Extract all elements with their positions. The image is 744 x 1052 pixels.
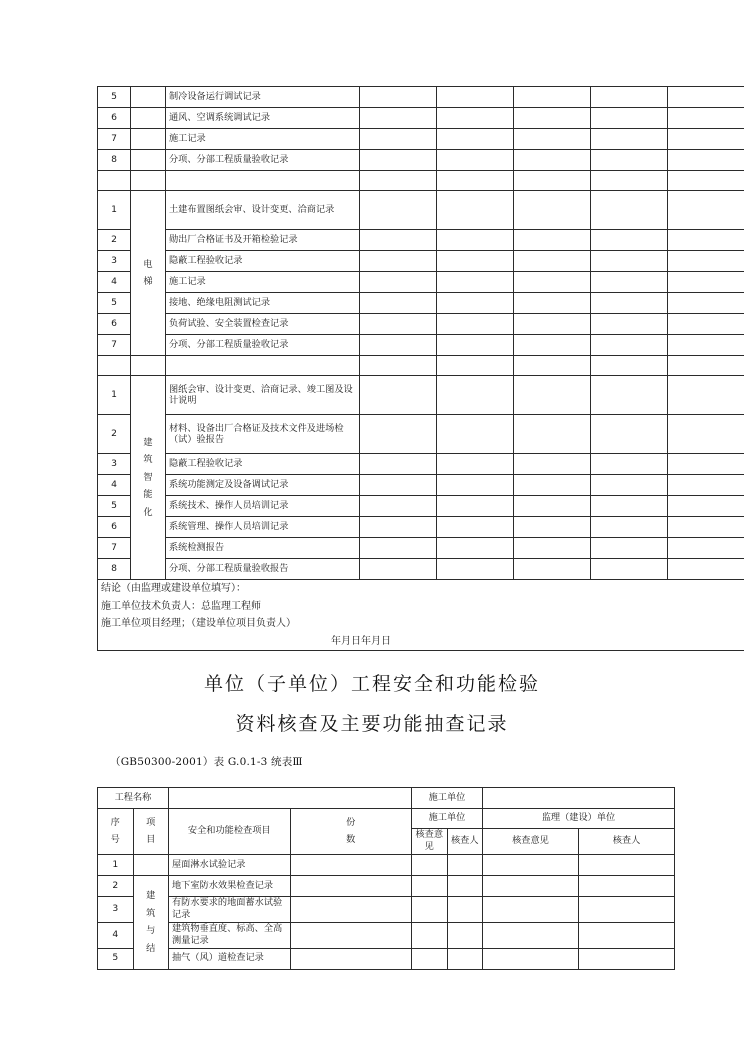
cell-opinion-1[interactable] <box>412 875 448 896</box>
cell-count[interactable] <box>360 376 437 415</box>
cell-opinion-2[interactable] <box>591 108 668 129</box>
category-char: 结 <box>146 942 156 954</box>
subheader-supervision-opinion: 核查意见 <box>483 829 579 855</box>
spacer-item <box>131 356 166 376</box>
spacer-cell <box>591 356 668 376</box>
row-seq: 8 <box>98 150 131 171</box>
cell-opinion-1[interactable] <box>437 415 514 454</box>
cell-opinion-2[interactable] <box>591 150 668 171</box>
cell-opinion-2[interactable] <box>591 559 668 580</box>
cell-person-1[interactable] <box>514 293 591 314</box>
cell-person-1[interactable] <box>514 251 591 272</box>
cell-person-2[interactable] <box>668 559 744 580</box>
row-name: 负荷试验、安全装置检查记录 <box>166 314 360 335</box>
category-char: 筑 <box>146 907 156 919</box>
cell-opinion-1[interactable] <box>437 538 514 559</box>
conclusion-line-4: 年月日年月日 <box>331 635 391 647</box>
cell-opinion-1[interactable] <box>437 251 514 272</box>
cell-person-1[interactable] <box>514 129 591 150</box>
cell-opinion-1[interactable] <box>412 948 448 969</box>
cell-count[interactable] <box>360 191 437 230</box>
row-seq: 3 <box>98 251 131 272</box>
row-seq: 6 <box>98 108 131 129</box>
row-seq: 3 <box>98 454 131 475</box>
table-row <box>98 293 744 314</box>
cell-opinion-2[interactable] <box>483 854 579 875</box>
cell-person-1[interactable] <box>514 475 591 496</box>
spacer-cell <box>591 171 668 191</box>
column-header-check-items: 安全和功能检查项目 <box>169 809 291 855</box>
row-name: 隐蔽工程验收记录 <box>166 454 360 475</box>
cell-person-2[interactable] <box>668 415 744 454</box>
cell-person-2[interactable] <box>668 150 744 171</box>
item-char: 目 <box>146 834 156 846</box>
table-row <box>98 517 744 538</box>
row-item <box>131 87 166 108</box>
cell-count[interactable] <box>360 272 437 293</box>
page-title-line-2: 资料核查及主要功能抽查记录 <box>235 713 509 735</box>
cell-person-1[interactable] <box>514 108 591 129</box>
table-row <box>98 922 675 948</box>
cell-person-1[interactable] <box>514 314 591 335</box>
row-seq: 4 <box>98 272 131 293</box>
category-char: 能 <box>143 489 153 501</box>
cell-opinion-2[interactable] <box>591 230 668 251</box>
table-row <box>98 87 744 108</box>
category-char: 智 <box>143 471 153 483</box>
spacer-seq <box>98 171 131 191</box>
table-row <box>98 875 675 896</box>
equipment-checklist-table <box>97 86 744 651</box>
cell-opinion-2[interactable] <box>591 376 668 415</box>
cell-opinion-1[interactable] <box>437 559 514 580</box>
column-header-seq <box>98 809 134 855</box>
cell-person-1[interactable] <box>447 875 483 896</box>
cell-person-2[interactable] <box>579 922 675 948</box>
row-seq: 7 <box>98 335 131 356</box>
category-char: 化 <box>143 506 153 518</box>
cell-opinion-2[interactable] <box>591 87 668 108</box>
row-name: 图纸会审、设计变更、洽商记录、竣工图及设计说明 <box>166 376 360 415</box>
conclusion-line-2: 施工单位技术负责人：总监理工程师 <box>101 600 261 612</box>
row-name: 分项、分部工程质量验收报告 <box>166 559 360 580</box>
cell-count[interactable] <box>360 335 437 356</box>
row-seq: 3 <box>98 896 134 922</box>
row-name: 建筑物垂直度、标高、全高测量记录 <box>169 922 291 948</box>
cell-opinion-1[interactable] <box>437 87 514 108</box>
row-seq: 5 <box>98 496 131 517</box>
row-name: 系统技术、操作人员培训记录 <box>166 496 360 517</box>
row-item-blank <box>133 854 169 875</box>
spacer-cell <box>437 171 514 191</box>
spacer-cell <box>514 356 591 376</box>
cell-person-2[interactable] <box>668 293 744 314</box>
cell-person-2[interactable] <box>668 496 744 517</box>
spacer-name <box>166 171 360 191</box>
cell-person-2[interactable] <box>668 314 744 335</box>
cell-opinion-2[interactable] <box>591 454 668 475</box>
table-row <box>98 475 744 496</box>
cell-opinion-2[interactable] <box>483 922 579 948</box>
cell-opinion-1[interactable] <box>437 454 514 475</box>
conclusion-row <box>98 580 744 651</box>
row-name: 隐蔽工程验收记录 <box>166 251 360 272</box>
cell-person-1[interactable] <box>514 415 591 454</box>
table-row <box>98 538 744 559</box>
cell-count[interactable] <box>290 854 412 875</box>
cell-opinion-2[interactable] <box>591 475 668 496</box>
cell-person-1[interactable] <box>514 191 591 230</box>
cell-person-1[interactable] <box>514 496 591 517</box>
cell-person-1[interactable] <box>514 335 591 356</box>
cell-count[interactable] <box>360 559 437 580</box>
cell-count[interactable] <box>360 251 437 272</box>
row-seq: 2 <box>98 230 131 251</box>
spacer-cell <box>437 356 514 376</box>
cell-opinion-2[interactable] <box>483 875 579 896</box>
table-row <box>98 854 675 875</box>
spacer-item <box>131 171 166 191</box>
table-row <box>98 496 744 517</box>
cell-opinion-1[interactable] <box>437 129 514 150</box>
category-label-elevator <box>131 191 166 356</box>
row-seq: 1 <box>98 191 131 230</box>
seq-char: 序 <box>110 816 120 828</box>
row-name: 土建布置图纸会审、设计变更、洽商记录 <box>166 191 360 230</box>
cell-person-1[interactable] <box>514 272 591 293</box>
cell-opinion-1[interactable] <box>412 896 448 922</box>
table-row <box>98 415 744 454</box>
cell-opinion-2[interactable] <box>591 538 668 559</box>
count-char: 份 <box>346 816 356 828</box>
cell-opinion-2[interactable] <box>591 191 668 230</box>
table-row <box>98 108 744 129</box>
table-row <box>98 230 744 251</box>
cell-person-1[interactable] <box>447 922 483 948</box>
cell-opinion-1[interactable] <box>437 496 514 517</box>
cell-count[interactable] <box>290 875 412 896</box>
subheader-supervision-person: 核查人 <box>579 829 675 855</box>
cell-opinion-1[interactable] <box>437 314 514 335</box>
page-title-line-1: 单位（子单位）工程安全和功能检验 <box>203 673 540 695</box>
table-spacer-row <box>98 171 744 191</box>
cell-person-2[interactable] <box>668 108 744 129</box>
cell-person-2[interactable] <box>668 335 744 356</box>
row-name: 抽气（风）道检查记录 <box>169 948 291 969</box>
cell-opinion-2[interactable] <box>591 293 668 314</box>
row-seq: 8 <box>98 559 131 580</box>
conclusion-line-3: 施工单位项目经理；（建设单位项目负责人） <box>101 618 296 629</box>
cell-person-1[interactable] <box>447 948 483 969</box>
group-header-construction-unit: 施工单位 <box>412 809 483 829</box>
table-row <box>98 150 744 171</box>
cell-opinion-1[interactable] <box>412 854 448 875</box>
cell-opinion-1[interactable] <box>437 230 514 251</box>
project-name-label: 工程名称 <box>98 788 169 809</box>
row-seq: 2 <box>98 875 134 896</box>
category-char: 筑 <box>143 454 153 466</box>
cell-opinion-1[interactable] <box>437 475 514 496</box>
category-char: 建 <box>143 436 153 448</box>
row-name: 系统管理、操作人员培训记录 <box>166 517 360 538</box>
table-row <box>98 251 744 272</box>
row-name: 屋面淋水试验记录 <box>169 854 291 875</box>
row-name: 勋出厂合格证书及开箱检验记录 <box>166 230 360 251</box>
row-name: 分项、分部工程质量验收记录 <box>166 335 360 356</box>
row-name: 接地、绝缘电阻测试记录 <box>166 293 360 314</box>
cell-person-1[interactable] <box>514 230 591 251</box>
subheader-construction-person: 核查人 <box>447 829 483 855</box>
row-item <box>131 108 166 129</box>
row-name: 地下室防水效果检查记录 <box>169 875 291 896</box>
cell-opinion-2[interactable] <box>591 314 668 335</box>
cell-person-1[interactable] <box>447 854 483 875</box>
cell-opinion-1[interactable] <box>437 376 514 415</box>
cell-count[interactable] <box>360 454 437 475</box>
cell-count[interactable] <box>360 87 437 108</box>
category-label-intelligent-building <box>131 376 166 580</box>
table-row <box>98 948 675 969</box>
row-seq: 4 <box>98 922 134 948</box>
category-label-building-structure <box>133 875 169 969</box>
group-header-supervision-unit: 监理（建设）单位 <box>483 809 675 829</box>
cell-person-2[interactable] <box>668 272 744 293</box>
row-seq: 4 <box>98 475 131 496</box>
cell-person-2[interactable] <box>579 875 675 896</box>
cell-person-2[interactable] <box>668 517 744 538</box>
spacer-cell <box>668 171 744 191</box>
row-name: 施工记录 <box>166 272 360 293</box>
cell-opinion-2[interactable] <box>591 129 668 150</box>
cell-count[interactable] <box>360 314 437 335</box>
cell-person-1[interactable] <box>514 538 591 559</box>
cell-count[interactable] <box>360 150 437 171</box>
table-row <box>98 129 744 150</box>
row-seq: 7 <box>98 129 131 150</box>
category-char: 梯 <box>143 276 153 287</box>
row-name: 系统功能测定及设备调试记录 <box>166 475 360 496</box>
table-row <box>98 454 744 475</box>
row-seq: 2 <box>98 415 131 454</box>
row-seq: 5 <box>98 293 131 314</box>
cell-person-2[interactable] <box>668 191 744 230</box>
table-row <box>98 376 744 415</box>
cell-count[interactable] <box>290 948 412 969</box>
cell-person-1[interactable] <box>514 559 591 580</box>
cell-count[interactable] <box>360 517 437 538</box>
cell-opinion-2[interactable] <box>591 517 668 538</box>
cell-person-2[interactable] <box>668 475 744 496</box>
cell-opinion-2[interactable] <box>483 896 579 922</box>
cell-count[interactable] <box>360 415 437 454</box>
cell-count[interactable] <box>290 896 412 922</box>
standard-code-label: （GB50300-2001）表 G.0.1-3 统表Ⅲ <box>110 756 303 768</box>
table-one-body <box>98 87 744 651</box>
cell-count[interactable] <box>360 108 437 129</box>
spacer-cell <box>668 356 744 376</box>
cell-count[interactable] <box>360 230 437 251</box>
cell-person-1[interactable] <box>514 454 591 475</box>
row-name: 系统检测报告 <box>166 538 360 559</box>
cell-person-2[interactable] <box>579 854 675 875</box>
table-row <box>98 314 744 335</box>
cell-person-2[interactable] <box>668 230 744 251</box>
cell-opinion-1[interactable] <box>412 922 448 948</box>
row-name: 材料、设备出厂合格证及技术文件及进场检（试）验报告 <box>166 415 360 454</box>
cell-opinion-1[interactable] <box>437 335 514 356</box>
row-seq: 6 <box>98 517 131 538</box>
table-row <box>98 559 744 580</box>
table-row <box>98 272 744 293</box>
cell-person-2[interactable] <box>579 896 675 922</box>
row-name: 制冷设备运行调试记录 <box>166 87 360 108</box>
cell-person-2[interactable] <box>668 87 744 108</box>
spacer-cell <box>360 171 437 191</box>
cell-opinion-1[interactable] <box>437 150 514 171</box>
row-name: 有防水要求的地面蓄水试验记录 <box>169 896 291 922</box>
cell-count[interactable] <box>290 922 412 948</box>
spacer-cell <box>514 171 591 191</box>
cell-person-2[interactable] <box>668 454 744 475</box>
spacer-name <box>166 356 360 376</box>
cell-person-1[interactable] <box>514 376 591 415</box>
cell-opinion-1[interactable] <box>437 293 514 314</box>
row-seq: 1 <box>98 376 131 415</box>
cell-count[interactable] <box>360 475 437 496</box>
row-name: 分项、分部工程质量验收记录 <box>166 150 360 171</box>
cell-person-2[interactable] <box>668 129 744 150</box>
cell-count[interactable] <box>360 129 437 150</box>
row-seq: 5 <box>98 87 131 108</box>
cell-opinion-2[interactable] <box>591 415 668 454</box>
cell-opinion-2[interactable] <box>591 251 668 272</box>
category-char: 与 <box>146 925 156 937</box>
cell-person-1[interactable] <box>514 150 591 171</box>
table-row <box>98 335 744 356</box>
project-name-input[interactable] <box>169 788 412 809</box>
cell-opinion-2[interactable] <box>591 335 668 356</box>
column-header-count <box>290 809 412 855</box>
table-two-body <box>98 788 675 970</box>
cell-opinion-1[interactable] <box>437 517 514 538</box>
conclusion-block[interactable] <box>98 580 744 651</box>
cell-count[interactable] <box>360 496 437 517</box>
spacer-cell <box>360 356 437 376</box>
row-seq: 6 <box>98 314 131 335</box>
cell-person-1[interactable] <box>514 517 591 538</box>
table-row <box>98 896 675 922</box>
cell-person-2[interactable] <box>579 948 675 969</box>
table-spacer-row <box>98 356 744 376</box>
cell-person-2[interactable] <box>668 376 744 415</box>
safety-function-check-table <box>97 787 675 970</box>
cell-person-1[interactable] <box>514 87 591 108</box>
cell-count[interactable] <box>360 293 437 314</box>
seq-char: 号 <box>110 834 120 846</box>
row-item <box>131 129 166 150</box>
cell-count[interactable] <box>360 538 437 559</box>
row-seq: 1 <box>98 854 134 875</box>
category-char: 建 <box>146 890 156 902</box>
cell-person-2[interactable] <box>668 538 744 559</box>
cell-person-2[interactable] <box>668 251 744 272</box>
table-row <box>98 191 744 230</box>
row-seq: 5 <box>98 948 134 969</box>
cell-opinion-1[interactable] <box>437 108 514 129</box>
row-name: 通风、空调系统调试记录 <box>166 108 360 129</box>
cell-opinion-1[interactable] <box>437 191 514 230</box>
construction-unit-label: 施工单位 <box>412 788 483 809</box>
column-header-item <box>133 809 169 855</box>
table-header-row-project <box>98 788 675 809</box>
row-name: 施工记录 <box>166 129 360 150</box>
cell-opinion-2[interactable] <box>591 272 668 293</box>
cell-opinion-1[interactable] <box>437 272 514 293</box>
row-seq: 7 <box>98 538 131 559</box>
row-item <box>131 150 166 171</box>
subheader-construction-opinion: 核查意见 <box>412 829 448 855</box>
spacer-seq <box>98 356 131 376</box>
construction-unit-input[interactable] <box>483 788 675 809</box>
cell-person-1[interactable] <box>447 896 483 922</box>
category-char: 电 <box>143 258 153 270</box>
cell-opinion-2[interactable] <box>591 496 668 517</box>
cell-opinion-2[interactable] <box>483 948 579 969</box>
count-char: 数 <box>346 834 356 846</box>
conclusion-line-1: 结论（由监理或建设单位填写）： <box>101 583 246 594</box>
table-header-row-columns <box>98 809 675 829</box>
item-char: 项 <box>146 816 156 828</box>
